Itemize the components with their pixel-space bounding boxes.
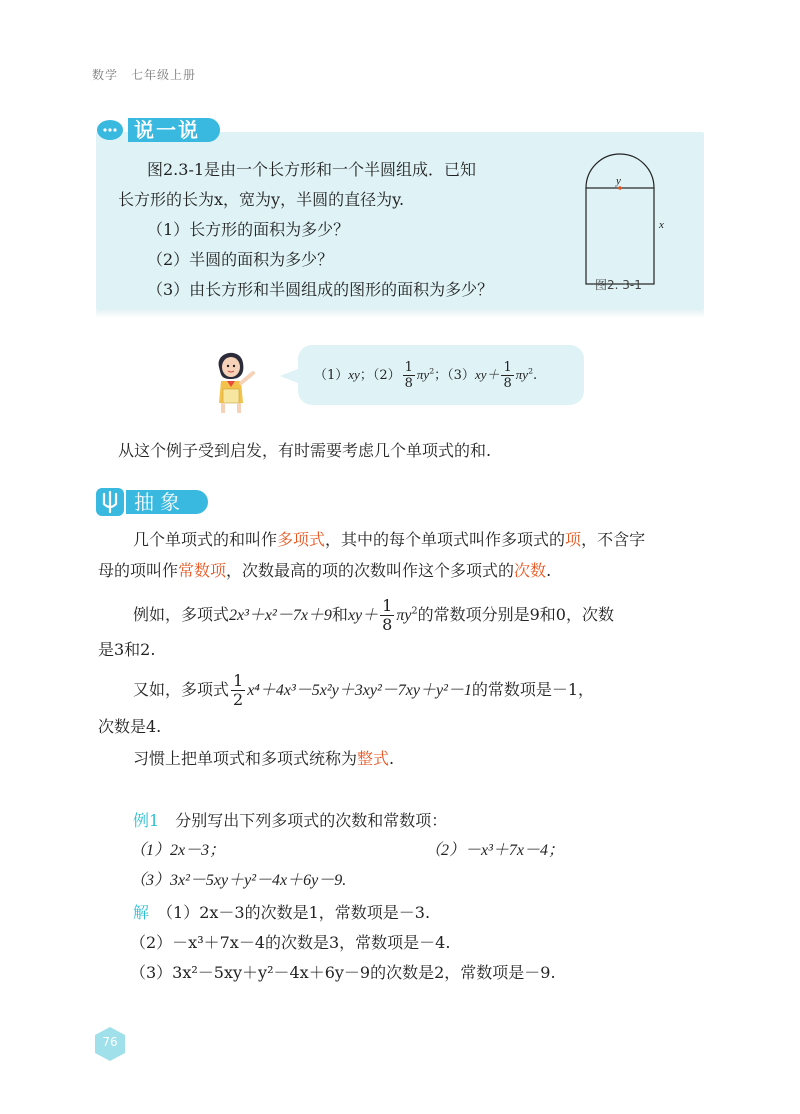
example-1-prompt: 例1 分别写出下列多项式的次数和常数项： bbox=[133, 811, 448, 830]
example-q2: （2）－x³＋7x－4； bbox=[425, 842, 565, 859]
running-header: 数学 七年级上册 bbox=[92, 68, 197, 82]
example-line-2: 是3和2. bbox=[98, 640, 156, 659]
term-degree: 次数 bbox=[514, 561, 547, 580]
shuo-line-1: 图2.3-1是由一个长方形和一个半圆组成．已知 bbox=[147, 160, 477, 179]
term-constant: 常数项 bbox=[178, 561, 227, 580]
term-term: 项 bbox=[565, 530, 582, 549]
girl-illustration bbox=[205, 345, 275, 415]
shuo-question-1: （1）长方形的面积为多少？ bbox=[147, 220, 350, 239]
speech-bubble-icon bbox=[96, 118, 126, 142]
example2-line-2: 次数是4. bbox=[98, 717, 162, 736]
example-q3: （3）3x²－5xy＋y²－4x＋6y－9. bbox=[130, 872, 347, 889]
abstraction-icon bbox=[96, 488, 124, 516]
definition-line-1: 几个单项式的和叫作多项式，其中的每个单项式叫作多项式的项，不含字 bbox=[133, 530, 646, 549]
page-number-badge bbox=[94, 1026, 126, 1062]
solution-label: 解 bbox=[133, 903, 150, 922]
solution-line-3: （3）3x²－5xy＋y²－4x＋6y－9的次数是2，常数项是－9. bbox=[130, 963, 556, 982]
figure-caption: 图2. 3-1 bbox=[595, 278, 642, 292]
figure-label-x: x bbox=[659, 219, 664, 231]
section-title-chou: 抽象 bbox=[126, 490, 208, 514]
integral-expression-line: 习惯上把单项式和多项式统称为整式. bbox=[133, 749, 395, 768]
definition-line-2: 母的项叫作常数项，次数最高的项的次数叫作这个多项式的次数. bbox=[98, 561, 552, 580]
shuo-question-2: （2）半圆的面积为多少？ bbox=[147, 250, 334, 269]
example2-line-1: 又如，多项式 $\frac{1}{2}$ x⁴＋4x³－5x²y＋3xy²－7xy＋y²－1的常数项是－1， bbox=[133, 671, 595, 709]
term-polynomial: 多项式 bbox=[277, 530, 326, 549]
shuo-question-3: （3）由长方形和半圆组成的图形的面积为多少？ bbox=[147, 280, 494, 299]
term-integral-expression: 整式 bbox=[357, 749, 390, 768]
example-q1: （1）2x－3； bbox=[130, 842, 226, 859]
solution-line-2: （2）－x³＋7x－4的次数是3，常数项是－4. bbox=[130, 933, 451, 952]
answer-bubble-tail bbox=[280, 368, 300, 384]
example-label: 例1 bbox=[133, 811, 160, 830]
inspiration-sentence: 从这个例子受到启发，有时需要考虑几个单项式的和. bbox=[118, 441, 492, 460]
answer-text: （1）xy；（2） $\frac{1}{8}$ $\pi y^2$；（3）xy＋ $\frac{1}{8}$ $\pi y^2$. bbox=[314, 360, 538, 391]
page-number: 76 bbox=[102, 1035, 118, 1049]
example-line-1: 例如，多项式2x³＋x²－7x＋9和xy＋ $\frac{1}{8}$ $\pi y^2$的常数项分别是9和0，次数 bbox=[133, 596, 614, 634]
figure-rectangle-semicircle bbox=[585, 150, 685, 290]
figure-label-y: y bbox=[616, 175, 621, 187]
solution-line-1: 解 （1）2x－3的次数是1，常数项是－3. bbox=[133, 903, 431, 922]
section-title-shuo: 说一说 bbox=[128, 118, 220, 142]
shuo-line-2: 长方形的长为x，宽为y，半圆的直径为y. bbox=[118, 190, 405, 209]
